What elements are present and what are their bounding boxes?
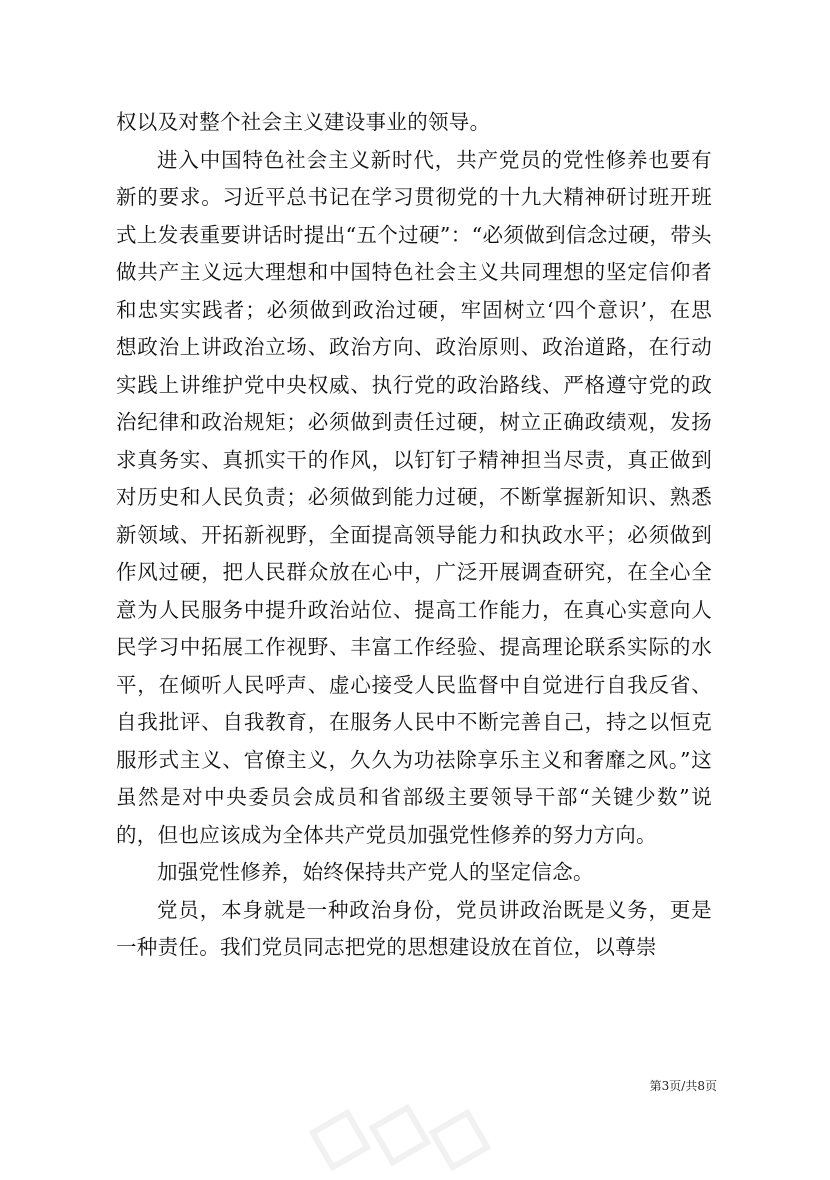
paragraph: 权以及对整个社会主义建设事业的领导。 <box>116 110 491 134</box>
page-number: 第3页/共8页 <box>649 1079 717 1093</box>
paragraph: 党员，本身就是一种政治身份，党员讲政治既是义务，更是一种责任。我们党员同志把党的思想建设放在首位，以尊崇 <box>116 897 712 959</box>
document-body <box>116 104 712 967</box>
paragraph: 进入中国特色社会主义新时代，共产党员的党性修养也要有新的要求。习近平总书记在学习贯彻党的十九大精神研讨班开班式上发表重要讲话时提出“五个过硬”：“必须做到信念过硬，带头做共产主义远大理想和中国特色社会主义共同理想的坚定信仰者和忠实实践者；必须做到政治过硬，牢固树立‘四个意识’，在思想政治上讲政治立场、政治方向、政治原则、政治道路，在行动实践上讲维护党中央权威、执行党的政治路线、严格遵守党的政治纪律和政治规矩；必须做到责任过硬，树立正确政绩观，发扬求真务实、真抓实干的作风，以钉钉子精神担当尽责，真正做到对历史和人民负责；必须做到能力过硬，不断掌握新知识、熟悉新领域、开拓新视野，全面提高领导能力和执政水平；必须做到作风过硬，把人民群众放在心中，广泛开展调查研究，在全心全意为人民服务中提升政治站位、提高工作能力，在真心实意向人民学习中拓展工作视野、丰富工作经验、提高理论联系实际的水平，在倾听人民呼声、虚心接受人民监督中自觉进行自我反省、自我批评、自我教育，在服务人民中不断完善自己，持之以恒克服形式主义、官僚主义，久久为功祛除享乐主义和奢靡之风。”这虽然是对中央委员会成员和省部级主要领导干部“关键少数”说的，但也应该成为全体共产党员加强党性修养的努力方向。 <box>116 147 712 847</box>
paragraph: 加强党性修养，始终保持共产党人的坚定信念。 <box>157 860 594 884</box>
watermark-graphic <box>300 1100 500 1180</box>
